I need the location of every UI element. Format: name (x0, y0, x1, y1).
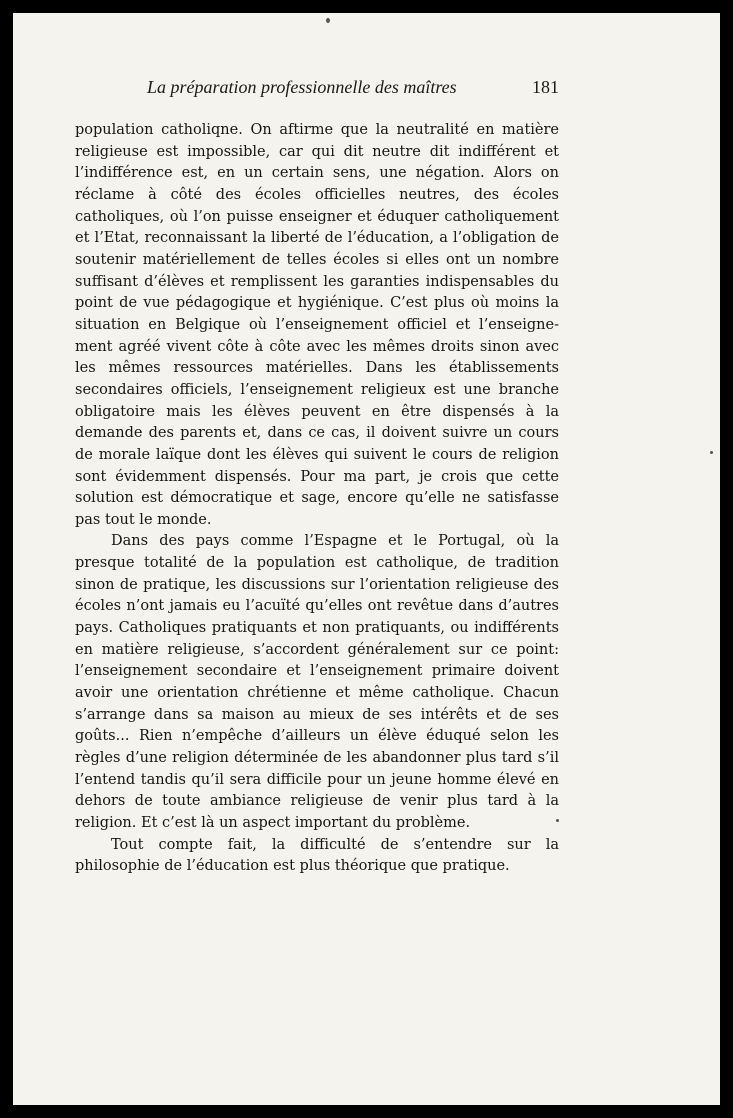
page-header (75, 77, 559, 103)
paper-speck (326, 18, 330, 23)
page-number: 181 (532, 77, 559, 97)
paragraph-1: population catholiqne. On aftirme que la neutralité en matière religieuse est impossible, car qui dit neutre dit indifférent et l’indifférence est, en un certain sens, une négation. Alors on réclame à côté des écoles officielles neutres, des écoles catholiques, où l’on puisse enseigner et éduquer catholiquement et l’Etat, reconnaissant la liberté de l’éducation, a l’obligation de soutenir matériellement de telles écoles si elles ont un nombre suffisant d’élèves et remplissent les garanties indispensables du point de vue pédagogique et hygiénique. C’est plus où moins la situation en Belgique où l’enseignement officiel et l’enseignement agréé vivent côte à côte avec les mêmes droits sinon avec les mêmes ressources matérielles. Dans les établissements secondaires officiels, l’enseignement religieux est une branche obligatoire mais les élèves peuvent en être dispensés à la demande des parents et, dans ce cas, il doivent suivre un cours de morale laïque dont les élèves qui suivent le cours de religion sont évidemment dispensés. Pour ma part, je crois que cette solution est démocratique et sage, encore qu’elle ne satisfasse pas tout le monde. (75, 122, 559, 528)
paper-speck (556, 819, 559, 822)
paper-speck (710, 451, 713, 454)
running-title: La préparation professionnelle des maîtres (147, 77, 457, 97)
paragraph-2: Dans des pays comme l’Espagne et le Portugal, où la presque totalité de la population est catholique, de tradition sinon de pratique, les discussions sur l’orientation religieuse des écoles n’ont jamais eu l’acuïté qu’elles ont revêtue dans d’autres pays. Catholiques pratiquants et non pratiquants, ou indifférents en matière religieuse, s’accordent généralement sur ce point: l’enseignement secondaire et l’enseignement primaire doivent avoir une orientation chrétienne et même catholique. Chacun s’arrange dans sa maison au mieux de ses intérêts et de ses goûts... Rien n’empêche d’ailleurs un élève éduqué selon les règles d’une religion déterminée de les abandonner plus tard s’il l’entend tandis qu’il sera difficile pour un jeune homme élevé en dehors de toute ambiance religieuse de venir plus tard à la religion. Et c’est là un aspect important du problème. (75, 533, 559, 831)
book-page (13, 13, 720, 1105)
paragraph-3: Tout compte fait, la difficulté de s’entendre sur la philosophie de l’éducation est plus théorique que pratique. (75, 836, 559, 875)
body-text (75, 120, 559, 878)
